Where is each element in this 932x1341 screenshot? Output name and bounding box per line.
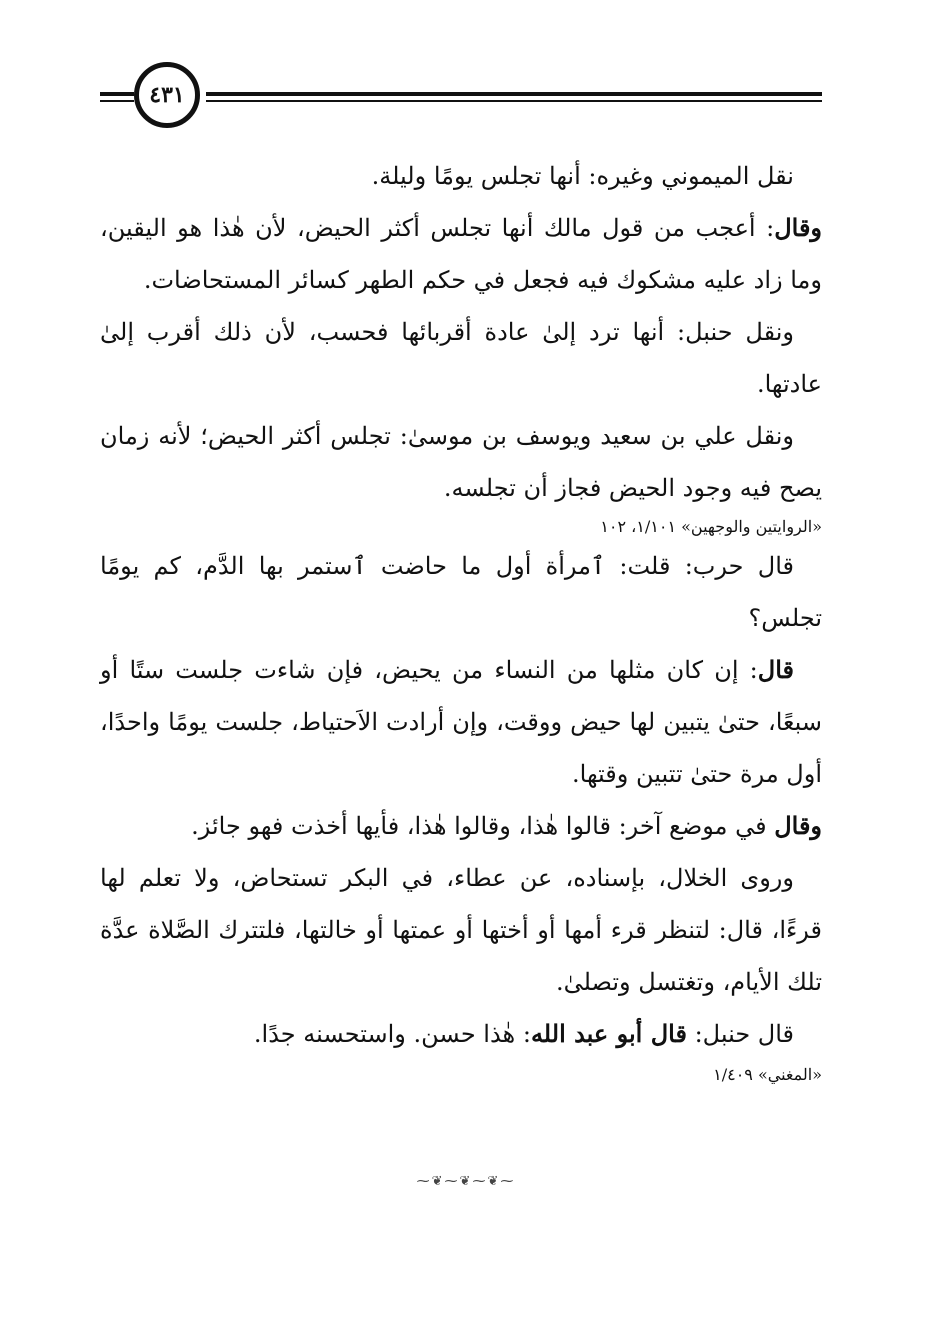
footer-ornament: ⁓❦⁓❦⁓❦⁓ — [416, 1174, 516, 1189]
paragraph-text: ونقل علي بن سعيد ويوسف بن موسىٰ: تجلس أكثر الحيض؛ لأنه زمان يصح فيه وجود الحيض فجاز أن تجلسه. — [100, 422, 822, 502]
paragraph — [100, 150, 822, 202]
paragraph-lead: قال — [757, 655, 794, 684]
page-body — [100, 150, 822, 1088]
paragraph-lead: وقال — [774, 811, 822, 840]
paragraph — [100, 852, 822, 1008]
source-reference: «الروايتين والوجهين» ١/١٠١، ١٠٢ — [600, 517, 822, 536]
page-header — [0, 58, 932, 138]
paragraph-lead: وقال — [774, 213, 822, 242]
header-rule-left — [100, 92, 134, 96]
paragraph-lead: قال أبو عبد الله — [530, 1019, 687, 1048]
paragraph-text: : أعجب من قول مالك أنها تجلس أكثر الحيض، لأن هٰذا هو اليقين، وما زاد عليه مشكوك فيه فجعل في حكم الطهر كسائر المستحاضات. — [100, 214, 822, 294]
paragraph-text: ونقل حنبل: أنها ترد إلىٰ عادة أقربائها فحسب، لأن ذلك أقرب إلىٰ عادتها. — [100, 318, 822, 398]
paragraph-text: في موضع آخر: قالوا هٰذا، وقالوا هٰذا، فأيها أخذت فهو جائز. — [191, 812, 775, 840]
paragraph — [100, 410, 822, 514]
source-reference: «المغني» ١/٤٠٩ — [713, 1065, 822, 1084]
paragraph — [100, 306, 822, 410]
page-number-badge — [134, 62, 200, 128]
paragraph — [100, 540, 822, 644]
paragraph-text: قال حنبل: — [686, 1020, 794, 1048]
header-rule-thin — [206, 100, 822, 102]
paragraph-text: : هٰذا حسن. واستحسنه جدًا. — [253, 1020, 531, 1048]
paragraph-text: نقل الميموني وغيره: أنها تجلس يومًا وليلة. — [371, 162, 794, 190]
paragraph — [100, 202, 822, 306]
paragraph-text: : إن كان مثلها من النساء من يحيض، فإن شاءت جلست ستًا أو سبعًا، حتىٰ يتبين لها حيض ووقت، وإن أرادت الاَحتياط، جلست يومًا واحدًا، أول مرة حتىٰ تتبين وقتها. — [100, 656, 822, 788]
header-rule — [206, 92, 822, 96]
paragraph-text: وروى الخلال، بإسناده، عن عطاء، في البكر تستحاض، ولا تعلم لها قرءًا، قال: لتنظر قرء أمها أو أختها أو عمتها أو خالتها، فلتترك الصَّلاة عدَّة تلك الأيام، وتغتسل وتصلىٰ. — [100, 864, 822, 996]
paragraph — [100, 644, 822, 800]
header-rule-left-thin — [100, 100, 134, 102]
page-number: ٤٣١ — [149, 82, 185, 108]
paragraph — [100, 800, 822, 852]
paragraph — [100, 1008, 822, 1060]
paragraph-text: قال حرب: قلت: ٱمرأة أول ما حاضت ٱستمر بها الدَّم، كم يومًا تجلس؟ — [100, 552, 822, 632]
